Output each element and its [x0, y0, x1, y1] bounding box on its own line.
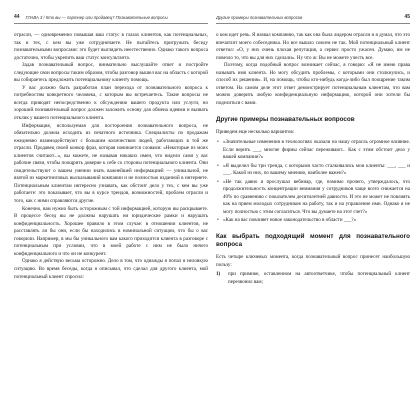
list-item: • «Я выделил бы три тренда, с которыми часто сталкивались мои клиенты: ___, ___ и ___. Какой из них, по вашему мнению, наиболее важен?» — [223, 163, 410, 178]
right-running-head — [216, 11, 410, 24]
numbered-item — [216, 271, 410, 286]
left-page-number: 44 — [14, 14, 20, 20]
right-page-number: 45 — [404, 14, 410, 20]
paragraph: Однако я действую весьма осторожно. Дело в том, что однажды я попал в неловкую ситуацию. Во время беседы, когда я описывал, что сделал для другого клиента, мой потенциальный клиент спросил: — [14, 258, 208, 280]
paragraph: Задав познавательный вопрос, внимательно выслушайте ответ и постройте следующие свои вопросы таким образом, чтобы разговор вышел вас на область с которой вы собираетесь предложить потенциальному клиенту помощь. — [14, 62, 208, 84]
left-page — [14, 0, 208, 420]
right-running-head-text: Другие примеры познавательных вопросов — [216, 14, 303, 20]
right-page — [216, 0, 410, 420]
example-questions-list — [216, 139, 410, 225]
paragraph: отрасли, — одновременно повышая ваш статус в глазах клиентов, как потенциальных, так и тех, с кем вы уже сотрудничаете. Не пытайтесь пригружать беседу познавательными вопросами: это будет выглядеть неестественно. Однако такого вопроса достаточно, чтобы укрепить ваш статус консультанта. — [14, 32, 208, 61]
left-running-head — [14, 11, 208, 24]
paragraph: Поэтому, когда подобный вопрос возникает сейчас, я говорю: «Я не имею права называть имя клиента. Но могу обсудить проблемы, с которыми они столкнулись, и способ их решения». И, на помощь, чтобы кто-нибудь когда-либо был поощрение таким ответом. На самом деле этот ответ демонстрирует потенциальным клиентам, что вам можно доверить любую конфиденциальную информацию, которой они хотели бы поделиться с вами. — [216, 62, 410, 106]
paragraph: У вас должно быть разработан план перехода от познавательного вопроса к потребностям конкретного человека, с которым вы встречаетесь. Такие вопросы не всегда приводят непосредственно к обсуждению вашего продукта или услуги, но хороший познавательный вопрос должен заложить основу для обмена идеями и вызвать отклик у вашего потенциального клиента. — [14, 84, 208, 122]
section-heading-other-examples: Другие примеры познавательных вопросов — [216, 116, 355, 124]
left-page-body — [14, 32, 208, 418]
section-lead: Есть четыре ключевых момента, когда познавательный вопрос принесет наибольшую пользу: — [216, 254, 410, 268]
left-running-head-text: ГЛАВА 3 / Кто вы — партнер или продавец? Познавательные вопросы — [25, 14, 168, 20]
list-item: • «Значительные изменения в технологиях оказали на нашу отрасль огромное влияние. Если верить ___, многие фирмы сейчас переживают... Как с этим обстоит дело у вашей компании?» — [223, 139, 410, 162]
paragraph: Конечно, вам нужно быть осторожным с той информацией, которую вы раскрываете. В процессе бесед вы не должны нарушать ни юридические рамки и нарушать конфиденциальность. Хорошее правило в этом случае: в отношении клиентов, не расставлять ли бы они, если бы находились в номинальной ситуации, что бы о вас говорили. Например, в мы бы уникального вам какого приходится клиента в разговоре с потенциальным при условии, что в моей работе с ним не было ничего конфиденциального и что он не конкурент. — [14, 205, 208, 257]
section-lead: Приведем еще несколько вариантов: — [216, 129, 295, 136]
list-item: • «Не так давно я прослушал вебинар, где, помимо прочего, утверждалось, что продолжительность концентрации внимания у сотрудников чаще всего снижается на 40% по сравнению с показателем десятилетней давности. И это не может не повлиять как на прием молодых сотрудников на работу, так и на управление ими. Однако я не могу полностью с этим согласиться. Что вы думаете на этот счет?» — [223, 179, 410, 217]
paragraph: Информация, используемая для постороения познавательного вопроса, не обязательно должна исходить из печатного источника. Специалисты по продажам ежедневно взаимодействуют с большим количеством людей, работающих в той же отрасли. Продавец своей конкор фраз, которая начинается словами: «Некоторые из моих клиентов считают...», вы можете, не называя никаких имен, что видели сами у вас рабочие связи, чтобы поощрить доверие к себе со стороны потенциального клиента. Они свидетельствуют о вашем умении знать важнейшей информацией — уникальной, не взятой из маркетинговых высказываний компании и не полностью изданной в интернете. Потенциальным клиентам интересно узнавать, как обстоит дело у тех, с кем вы уже работаете: это показывает, что вы в курсе трендов, возможностей, проблем отрасли и того, как с ними справляются другие. — [14, 122, 208, 205]
list-item: • «Как на вас повлияет новое законодательство в области ___?» — [223, 217, 410, 225]
item-number: 1) — [216, 271, 221, 278]
numbered-list — [216, 271, 410, 286]
item-text: при примике, оставленном на автоответчике, чтобы потенциальный клиент перезвонил вам; — [228, 271, 410, 285]
section-heading-right-moment: Как выбрать подходящий момент для познавательного вопроса — [216, 233, 410, 249]
right-page-body — [216, 32, 410, 418]
paragraph: о ком идет речь. Я назвал компанию, так как она была лидером отрасли и я думал, что это впечатлит моего собеседника. Но все вышло совсем не так. Мой потенциальный клиент ответил: «О, у них очень плохая репутация, а сервис просто ужасен. Думаю, им не повезло то, что вы для них сделали». Ну что ж: Вы не можете учесть все. — [216, 32, 410, 61]
